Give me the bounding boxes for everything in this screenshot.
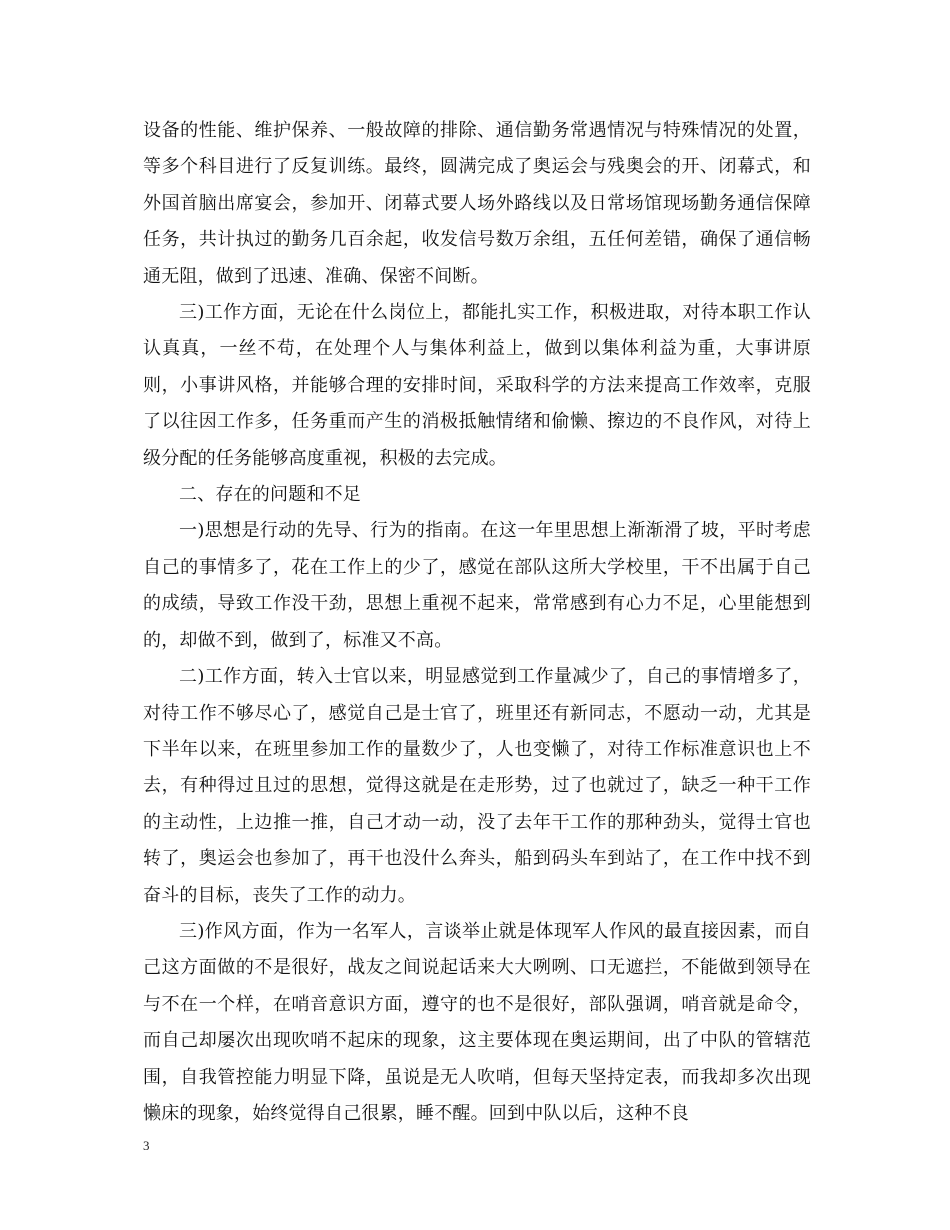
- page-number: 3: [143, 1138, 150, 1153]
- section-heading-problems: 二、存在的问题和不足: [179, 484, 361, 506]
- paragraph-thought-problem: 一)思想是行动的先导、行为的指南。在这一年里思想上渐渐滑了坡，平时考虑自己的事情多了，花在工作上的少了，感觉在部队这所大学校里，干不出属于自己的成绩，导致工作没干劲，思想上重视不起来，常常感到有心力不足，心里能想到的，却做不到，做到了，标准又不高。: [143, 520, 811, 651]
- paragraph-style-problem: 三)作风方面，作为一名军人，言谈举止就是体现军人作风的最直接因素，而自己这方面做的不是很好，战友之间说起话来大大咧咧、口无遮拦，不能做到领导在与不在一个样，在哨音意识方面，遵守的也不是很好，部队强调，哨音就是命令，而自己却屡次出现吹哨不起床的现象，这主要体现在奥运期间，出了中队的管辖范围，自我管控能力明显下降，虽说是无人吹哨，但每天坚持定表，而我却多次出现懒床的现象，始终觉得自己很累，睡不醒。回到中队以后，这种不良: [143, 920, 811, 1124]
- paragraph-work-aspect-achievement: 三)工作方面，无论在什么岗位上，都能扎实工作，积极进取，对待本职工作认认真真，一丝不苟，在处理个人与集体利益上，做到以集体利益为重，大事讲原则，小事讲风格，并能够合理的安排时间，采取科学的方法来提高工作效率，克服了以往因工作多，任务重而产生的消极抵触情绪和偷懒、擦边的不良作风，对待上级分配的任务能够高度重视，积极的去完成。: [143, 302, 811, 469]
- paragraph-work-problem: 二)工作方面，转入士官以来，明显感觉到工作量减少了，自己的事情增多了，对待工作不够尽心了，感觉自己是士官了，班里还有新同志，不愿动一动，尤其是下半年以来，在班里参加工作的量数少了，人也变懒了，对待工作标准意识也上不去，有种得过且过的思想，觉得这就是在走形势，过了也就过了，缺乏一种干工作的主动性，上边推一推，自己才动一动，没了去年干工作的那种劲头，觉得士官也转了，奥运会也参加了，再干也没什么奔头，船到码头车到站了，在工作中找不到奋斗的目标，丧失了工作的动力。: [143, 666, 811, 906]
- paragraph-equipment-training: 设备的性能、维护保养、一般故障的排除、通信勤务常遇情况与特殊情况的处置，等多个科目进行了反复训练。最终，圆满完成了奥运会与残奥会的开、闭幕式，和外国首脑出席宴会，参加开、闭幕式要人场外路线以及日常场馆现场勤务通信保障任务，共计执过的勤务几百余起，收发信号数万余组，五任何差错，确保了通信畅通无阻，做到了迅速、准确、保密不间断。: [143, 120, 811, 287]
- document-body: [143, 113, 811, 1132]
